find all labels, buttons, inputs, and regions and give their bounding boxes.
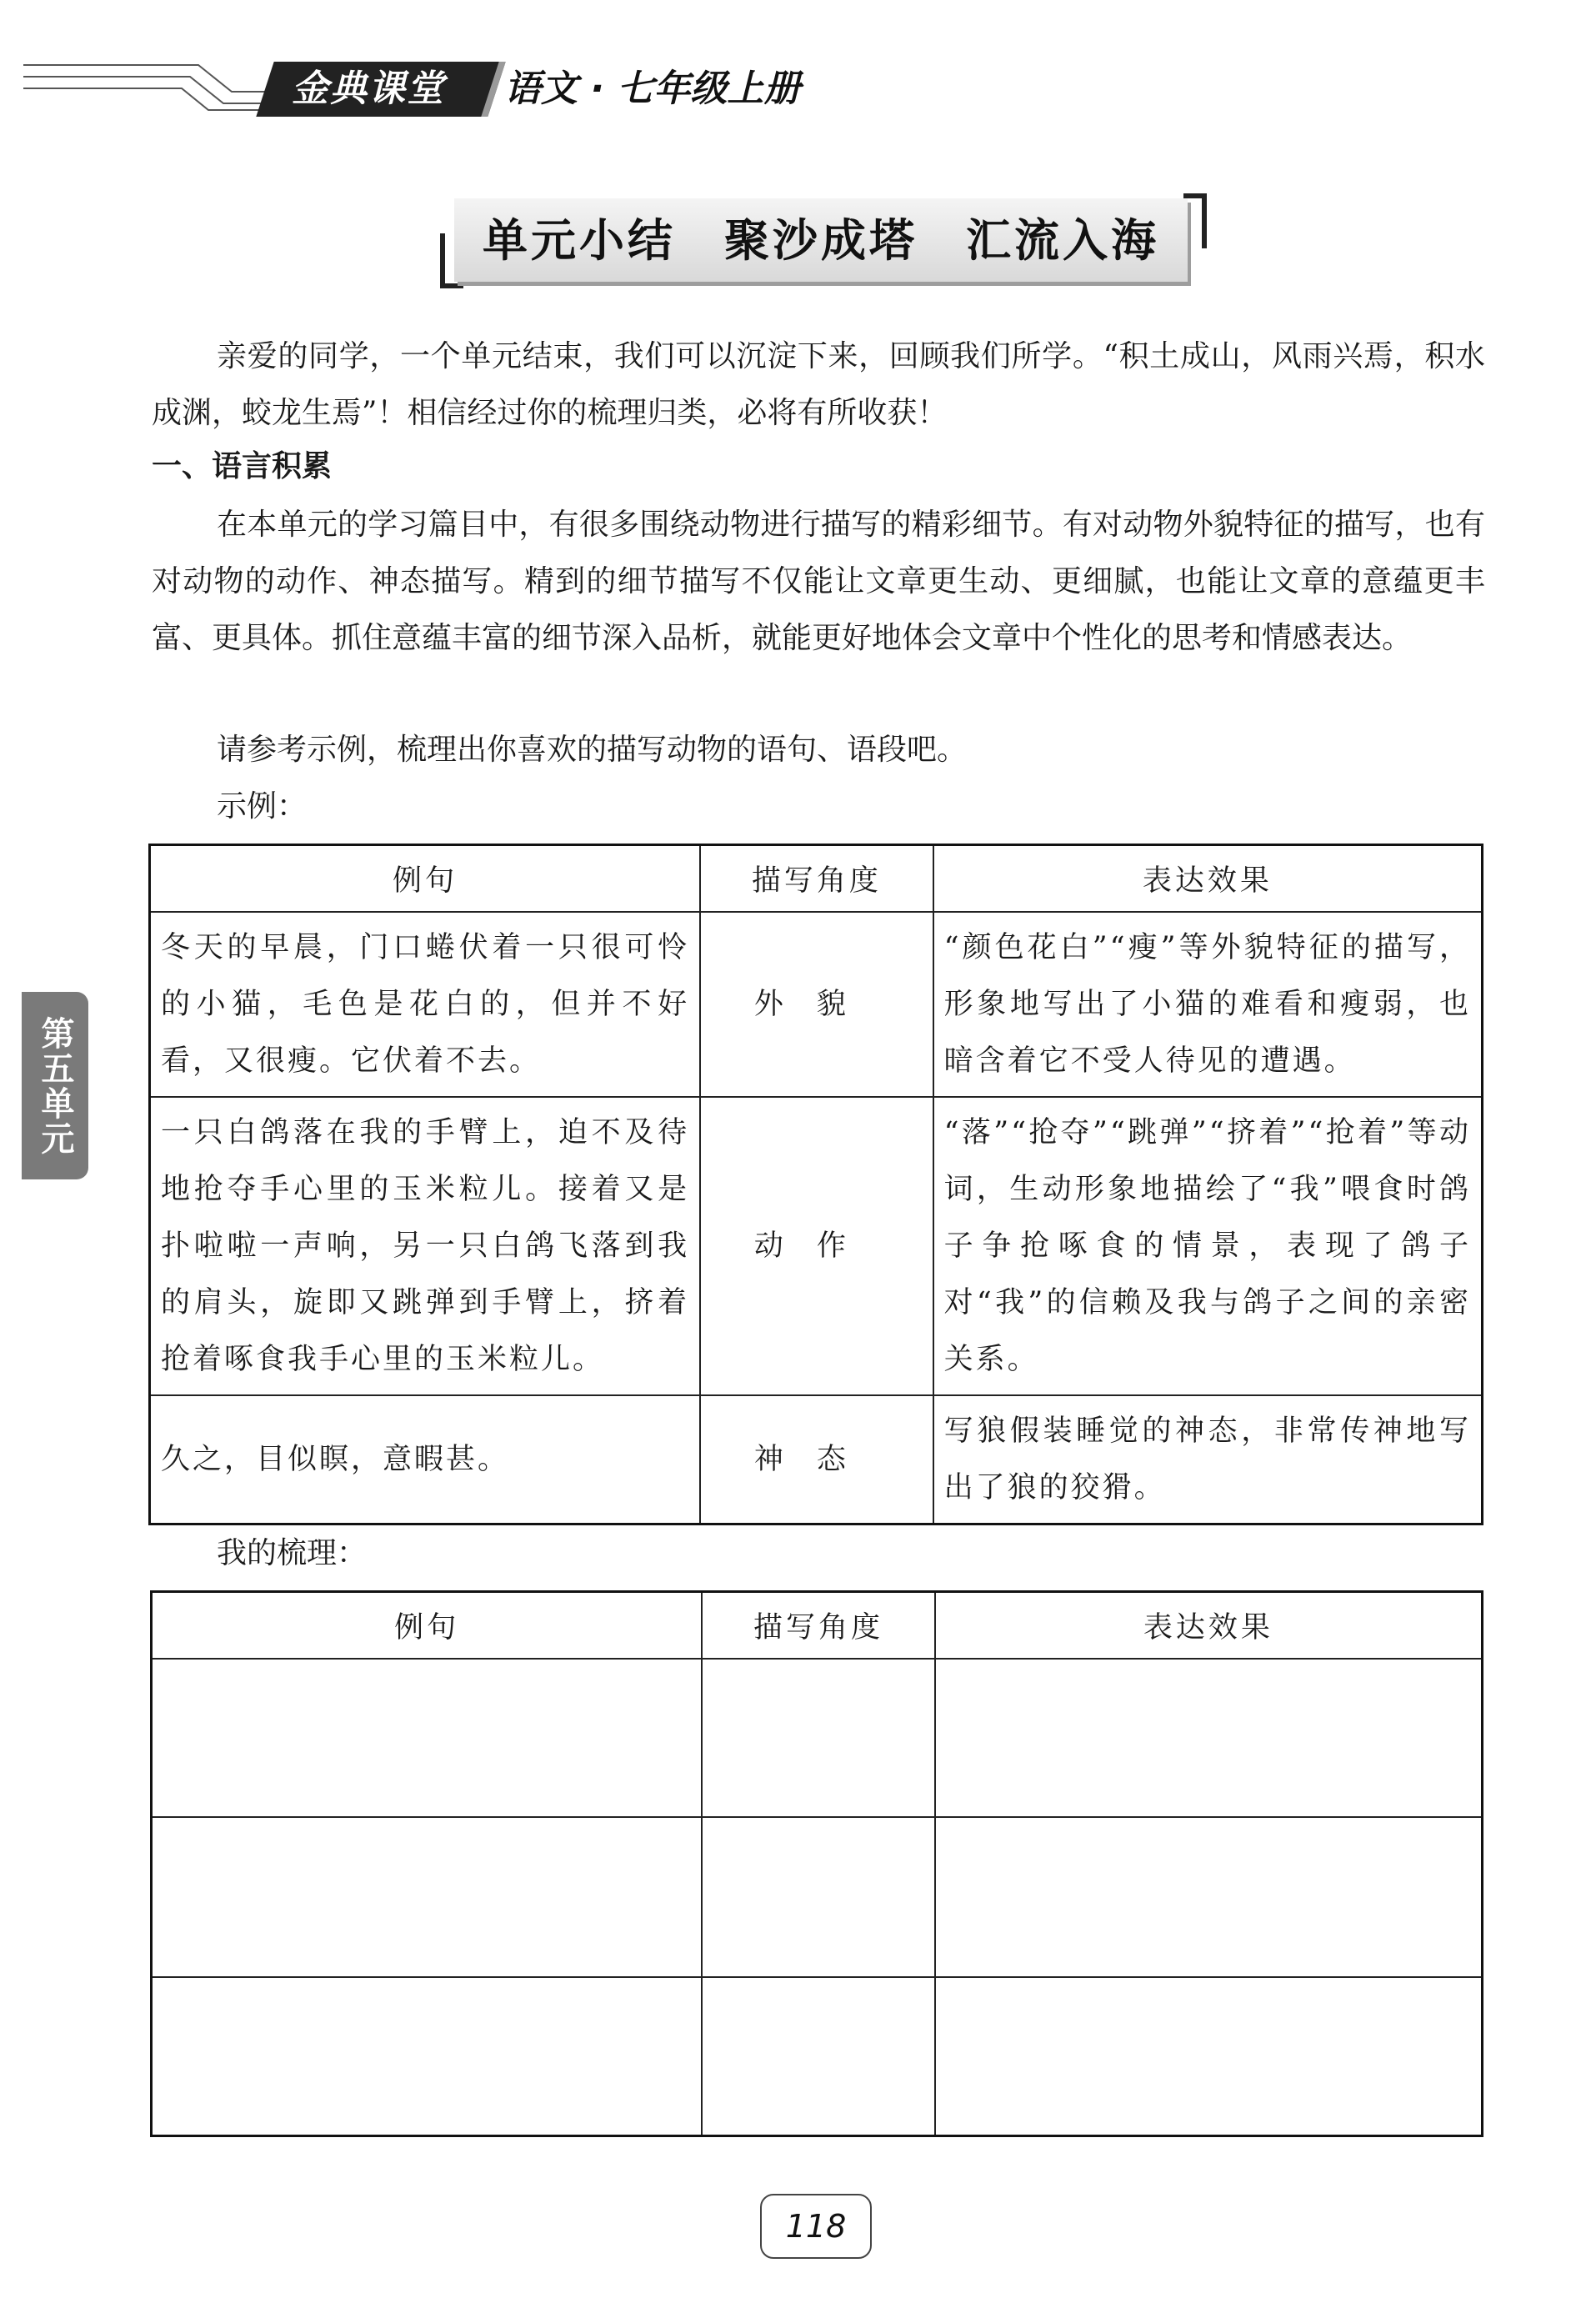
row-sentence: 久之，目似瞑，意暇甚。	[150, 1395, 701, 1524]
page-title: 单元小结 聚沙成塔 汇流入海	[483, 213, 1159, 267]
table-header-row	[152, 1592, 1483, 1660]
example-table	[148, 844, 1483, 1525]
instruction-text: 请参考示例，梳理出你喜欢的描写动物的语句、语段吧。	[217, 733, 968, 767]
intro-paragraph: 亲爱的同学，一个单元结束，我们可以沉淀下来，回顾我们所学。“积土成山，风雨兴焉，积水成渊，蛟龙生焉”！相信经过你的梳理归类，必将有所收获！	[152, 339, 1485, 430]
blank-cell[interactable]	[702, 1977, 935, 2135]
my-organize-table	[150, 1590, 1483, 2137]
row-angle: 动作	[700, 1097, 933, 1395]
row-angle: 外貌	[700, 912, 933, 1097]
unit-side-tab-label: 第五单元	[36, 1015, 74, 1156]
unit-side-tab	[22, 992, 88, 1179]
blank-cell[interactable]	[702, 1817, 935, 1977]
section-paragraph: 在本单元的学习篇目中，有很多围绕动物进行描写的精彩细节。有对动物外貌特征的描写，也有对动物的动作、神态描写。精到的细节描写不仅能让文章更生动、更细腻，也能让文章的意蕴更丰富、更具体。抓住意蕴丰富的细节深入品析，就能更好地体会文章中个性化的思考和情感表达。	[152, 508, 1485, 655]
blank-cell[interactable]	[935, 1659, 1483, 1817]
header-decoration-lines	[23, 58, 273, 117]
header-brand: 金典课堂	[292, 68, 445, 110]
section-heading: 一、语言积累	[152, 449, 333, 483]
my-organize-label: 我的梳理：	[217, 1536, 368, 1570]
table-row	[150, 1395, 1483, 1524]
example-label: 示例：	[217, 789, 308, 824]
page-number: 118	[760, 2194, 872, 2259]
blank-cell[interactable]	[152, 1977, 703, 2135]
header-sentence: 例句	[150, 845, 701, 913]
blank-cell[interactable]	[152, 1817, 703, 1977]
header-angle: 描写角度	[702, 1592, 935, 1660]
row-angle: 神态	[700, 1395, 933, 1524]
header-sentence: 例句	[152, 1592, 703, 1660]
row-effect: “颜色花白”“瘦”等外貌特征的描写，形象地写出了小猫的难看和瘦弱，也暗含着它不受人待见的遭遇。	[933, 912, 1483, 1097]
table-row	[150, 1097, 1483, 1395]
table-row	[152, 1817, 1483, 1977]
header-subtitle: 语文 · 七年级上册	[504, 68, 801, 110]
table-row	[152, 1659, 1483, 1817]
table-row	[150, 912, 1483, 1097]
header-effect: 表达效果	[935, 1592, 1483, 1660]
title-box	[454, 198, 1188, 282]
table-row	[152, 1977, 1483, 2135]
table-header-row	[150, 845, 1483, 913]
row-effect: “落”“抢夺”“跳弹”“挤着”“抢着”等动词，生动形象地描绘了“我”喂食时鸽子争抢啄食的情景，表现了鸽子对“我”的信赖及我与鸽子之间的亲密关系。	[933, 1097, 1483, 1395]
blank-cell[interactable]	[702, 1659, 935, 1817]
row-effect: 写狼假装睡觉的神态，非常传神地写出了狼的狡猾。	[933, 1395, 1483, 1524]
row-sentence: 一只白鸽落在我的手臂上，迫不及待地抢夺手心里的玉米粒儿。接着又是扑啦啦一声响，另一只白鸽飞落到我的肩头，旋即又跳弹到手臂上，挤着抢着啄食我手心里的玉米粒儿。	[150, 1097, 701, 1395]
blank-cell[interactable]	[935, 1817, 1483, 1977]
blank-cell[interactable]	[152, 1659, 703, 1817]
blank-cell[interactable]	[935, 1977, 1483, 2135]
header-angle: 描写角度	[700, 845, 933, 913]
row-sentence: 冬天的早晨，门口蜷伏着一只很可怜的小猫，毛色是花白的，但并不好看，又很瘦。它伏着不去。	[150, 912, 701, 1097]
header-effect: 表达效果	[933, 845, 1483, 913]
